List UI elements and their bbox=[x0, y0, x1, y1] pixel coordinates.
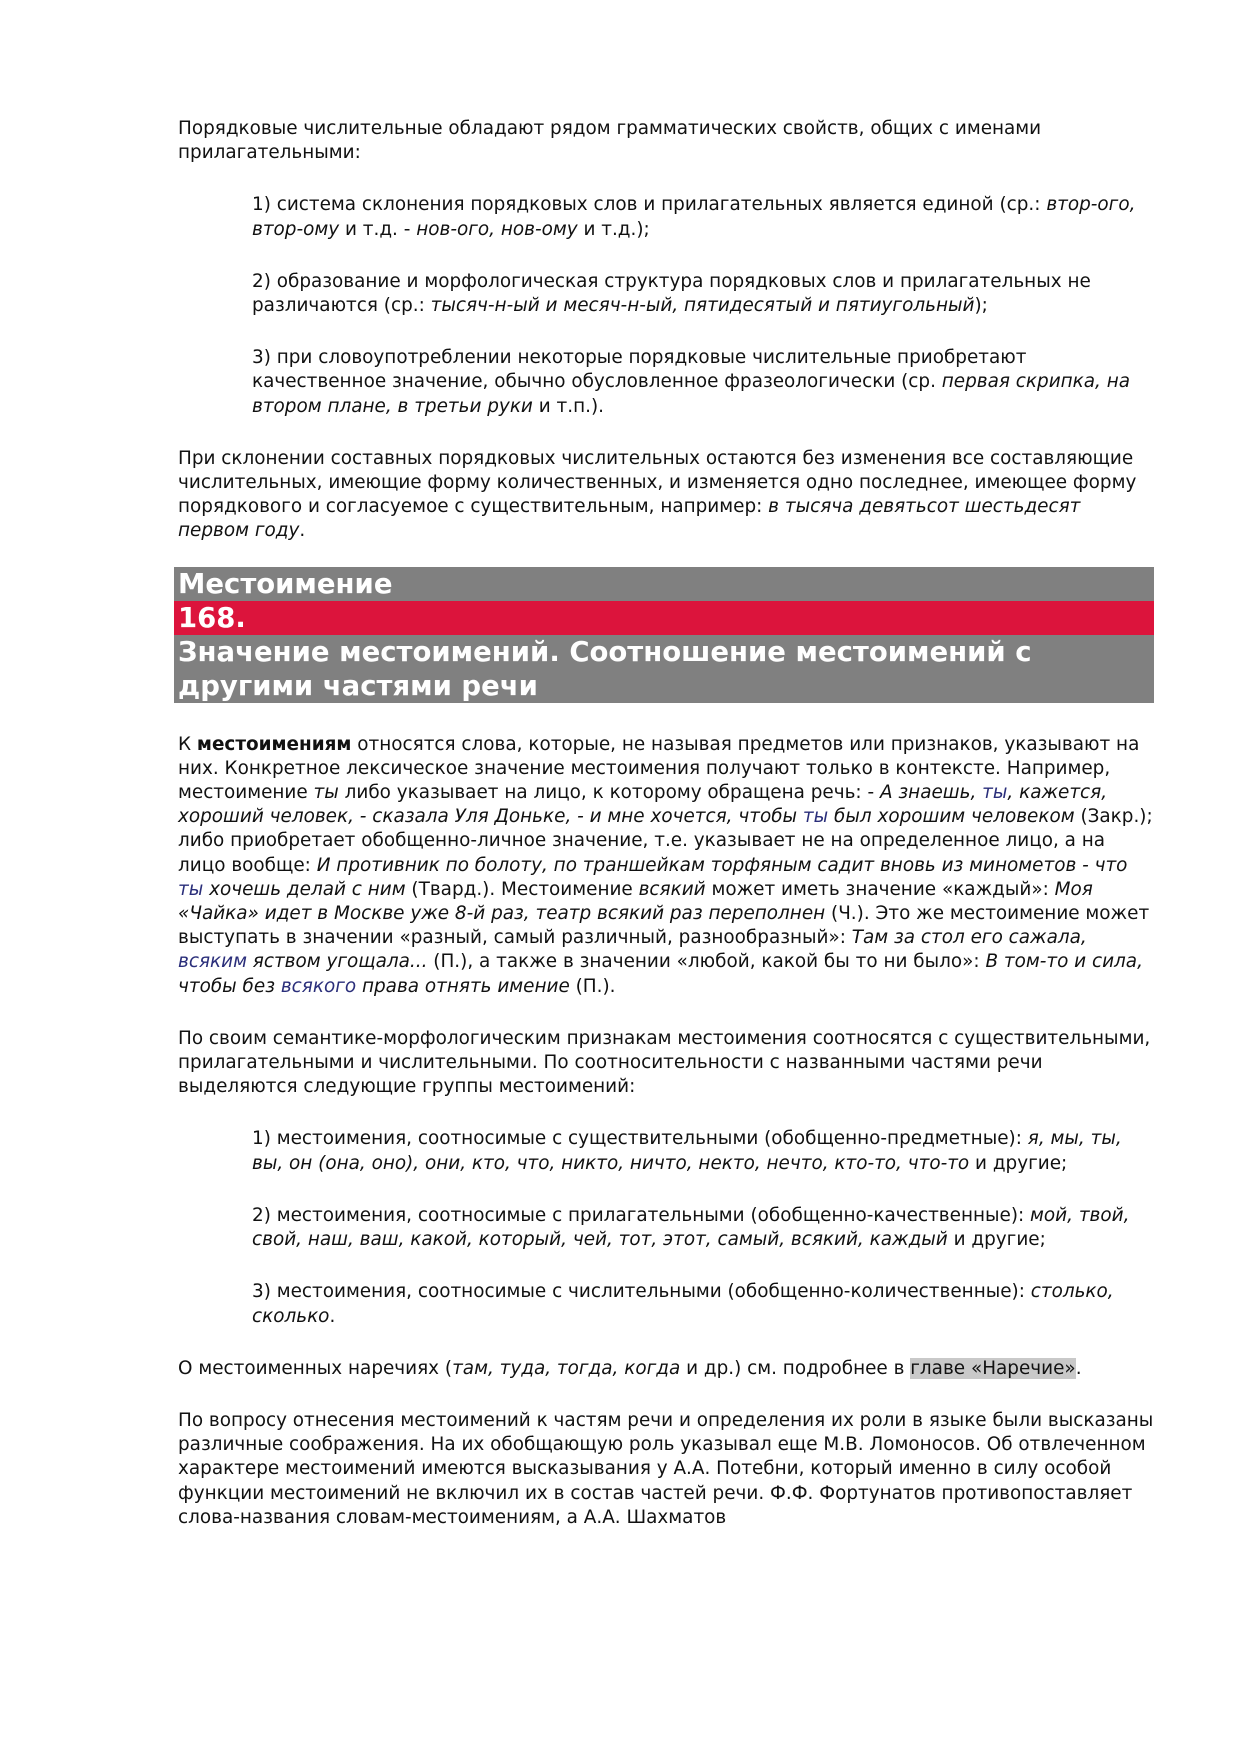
text: (П.), а также в значении «любой, какой бы то ни было»: bbox=[427, 951, 986, 973]
text: и др.) см. подробнее в bbox=[680, 1357, 911, 1379]
paragraph-pronoun-meaning bbox=[178, 733, 1154, 999]
text: (П.). bbox=[569, 975, 616, 997]
text: 2) образование и морфологическая структура порядковых слов и прилагательных не различаются (ср.: bbox=[252, 270, 1091, 317]
text: При склонении составных порядковых числительных остаются без изменения все составляющие числительных, имеющие форму количественных, и изменяется одно последнее, имеющее форму порядкового и согласуемое с существительным, например: bbox=[178, 447, 1137, 518]
paragraph-compound-ordinals bbox=[178, 447, 1154, 544]
example: втор-ого, втор-ому bbox=[252, 194, 1136, 240]
example: столько, сколько bbox=[252, 1281, 1114, 1327]
text: К bbox=[178, 733, 197, 755]
text: 1) система склонения порядковых слов и прилагательных является единой (ср.: bbox=[252, 194, 1047, 216]
example: там, туда, тогда, когда bbox=[452, 1357, 681, 1379]
text: либо указывает на лицо, к которому обращена речь: - bbox=[338, 782, 880, 804]
text: 3) при словоупотреблении некоторые порядковые числительные приобретают качественное значение, обычно обусловленное фразеологически (ср. bbox=[252, 347, 1027, 393]
term: местоимениям bbox=[196, 733, 352, 755]
example: И противник по болоту, по траншейкам торфяным садит вновь из минометов - что bbox=[316, 854, 1128, 876]
paragraph-history: По вопросу отнесения местоимений к частям речи и определения их роли в языке были высказаны различные соображения. На их обобщающую роль указывал еще М.В. Ломоносов. Об отвлеченном характере местоимений имеются высказывания у А.А. Потебни, который именно в силу особой функции местоимений не включил их в состав частей речи. Ф.Ф. Фортунатов противопоставляет слова-названия словам-местоимениям, а А.А. Шахматов bbox=[178, 1409, 1154, 1528]
example: права отнять имение bbox=[356, 975, 570, 997]
example: яством угощала... bbox=[246, 951, 428, 973]
text: . bbox=[329, 1305, 336, 1327]
list-item-noun-pronouns bbox=[252, 1127, 1154, 1175]
text: и т.п.). bbox=[532, 395, 604, 417]
example: я, мы, ты, вы, он (она, оно), они, кто, что, никто, ничто, некто, нечто, кто-то, что-то bbox=[252, 1128, 1122, 1174]
paragraph-semantic-groups: По своим семантике-морфологическим признакам местоимения соотносятся с существительными, прилагательными и числительными. По соотносительности с названными частями речи выделяются следующие группы местоимений: bbox=[178, 1027, 1151, 1098]
highlighted-word: всякого bbox=[280, 975, 357, 997]
example: первая скрипка, на втором плане, в третьи руки bbox=[252, 371, 1131, 417]
list-item-formation bbox=[252, 270, 1154, 318]
example: Там за стол его сажала, bbox=[851, 927, 1087, 949]
text: и другие; bbox=[969, 1152, 1068, 1174]
example: в тысяча девятьсот шестьдесят первом году bbox=[178, 496, 1081, 542]
highlighted-word: ты bbox=[178, 878, 204, 900]
text: О местоименных наречиях ( bbox=[178, 1357, 453, 1379]
text: 1) местоимения, соотносимые с существительными (обобщенно-предметные): bbox=[252, 1128, 1028, 1150]
example: В том-то и сила, чтобы без bbox=[178, 951, 1143, 997]
example: мой, твой, свой, наш, ваш, какой, который, чей, тот, этот, самый, всякий, каждый bbox=[252, 1204, 1130, 1251]
text: ); bbox=[974, 295, 988, 317]
example: ты bbox=[313, 782, 339, 804]
example: был хорошим человеком bbox=[828, 806, 1075, 828]
text: и другие; bbox=[947, 1229, 1046, 1251]
section-subtitle: Значение местоимений. Соотношение местоимений с другими частями речи bbox=[174, 635, 1154, 703]
text: относятся слова, которые, не называя предметов или признаков, указывают на них. Конкретное лексическое значение местоимения получают только в контексте. Например, местоимение bbox=[178, 733, 1140, 804]
list-item-adjective-pronouns bbox=[252, 1204, 1154, 1252]
text: может иметь значение «каждый»: bbox=[705, 878, 1055, 900]
example: нов-ого, нов-ому bbox=[416, 218, 578, 240]
list-item-usage bbox=[252, 346, 1154, 419]
text: 2) местоимения, соотносимые с прилагательными (обобщенно-качественные): bbox=[252, 1204, 1031, 1226]
list-item-declension bbox=[252, 193, 1154, 241]
example: А знаешь, bbox=[879, 782, 983, 804]
example: , кажется, хороший человек, - сказала Уля Доньке, - и мне хочется, чтобы bbox=[178, 782, 1108, 828]
section-number: 168. bbox=[174, 601, 1154, 635]
example: Моя «Чайка» идет в Москве уже 8-й раз, театр всякий раз переполнен bbox=[178, 878, 1093, 925]
example: тысяч-н-ый и месяч-н-ый, пятидесятый и пятиугольный bbox=[430, 295, 975, 317]
text: . bbox=[1075, 1357, 1082, 1379]
paragraph-pronominal-adverbs bbox=[178, 1357, 1154, 1381]
document-page bbox=[178, 117, 1154, 1530]
text: . bbox=[299, 520, 306, 542]
text: (Закр.); либо приобретает обобщенно-личное значение, т.е. указывает не на определенное лицо, а на лицо вообще: bbox=[178, 806, 1153, 876]
section-title: Местоимение bbox=[174, 567, 1154, 601]
example: хочешь делай с ним bbox=[203, 878, 406, 900]
section-heading bbox=[174, 567, 1154, 703]
text: и т.д. - bbox=[339, 218, 417, 240]
list-item-numeral-pronouns bbox=[252, 1280, 1154, 1328]
chapter-link[interactable]: главе «Наречие» bbox=[910, 1357, 1076, 1379]
text: (Твард.). Местоимение bbox=[405, 878, 639, 900]
example: всякий bbox=[638, 878, 706, 900]
text: и т.д.); bbox=[577, 218, 650, 240]
paragraph-ordinal-intro: Порядковые числительные обладают рядом грамматических свойств, общих с именами прилагательными: bbox=[178, 118, 1042, 164]
highlighted-word: ты bbox=[982, 782, 1008, 804]
highlighted-word: ты bbox=[802, 806, 829, 828]
text: (Ч.). Это же местоимение может выступать в значении «разный, самый различный, разнообразный»: bbox=[178, 903, 1150, 949]
highlighted-word: всяким bbox=[178, 951, 247, 973]
text: 3) местоимения, соотносимые с числительными (обобщенно-количественные): bbox=[252, 1281, 1031, 1303]
